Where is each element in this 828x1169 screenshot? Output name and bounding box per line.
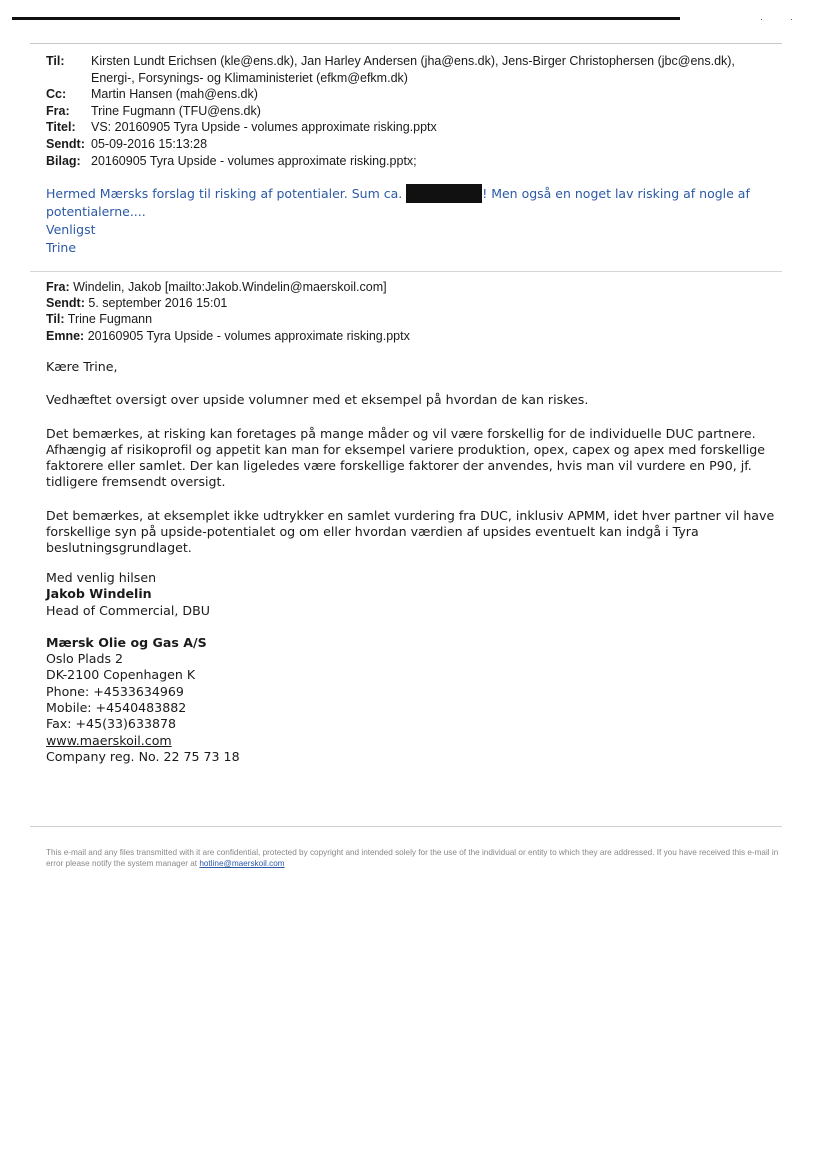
from-value: Trine Fugmann (TFU@ens.dk)	[91, 103, 261, 118]
original-sent-row: Sendt: 5. september 2016 15:01	[46, 296, 228, 311]
attachment-value: 20160905 Tyra Upside - volumes approximate risking.pptx;	[91, 153, 417, 168]
title-value: VS: 20160905 Tyra Upside - volumes approximate risking.pptx	[91, 120, 437, 135]
address-line-2: DK-2100 Copenhagen K	[46, 667, 196, 683]
to-value: Kirsten Lundt Erichsen (kle@ens.dk), Jan Harley Andersen (jha@ens.dk), Jens-Birger Christophersen (jbc@ens.dk), Energi-, Forsynings- og Klimaministeriet (efkm@efkm.dk)	[91, 54, 735, 85]
greeting: Kære Trine,	[46, 359, 118, 374]
original-from-row: Fra: Windelin, Jakob [mailto:Jakob.Windelin@maerskoil.com]	[46, 280, 387, 294]
sender-name: Jakob Windelin	[46, 586, 152, 602]
to-label: Til:	[46, 54, 65, 68]
paragraph-2: Det bemærkes, at risking kan foretages på mange måder og vil være forskellig for de individuelle DUC partnere. Afhængig af risikoprofil og appetit kan man for eksempel variere produktion, opex, capex og apex med forskellige faktorere eller samlet. Der kan ligeledes være forskellige faktorer der anvendes, hvis man vil vurdere en P90, jf. tidligere fremsendt oversigt.	[46, 425, 766, 490]
from-label: Fra:	[46, 103, 70, 118]
cc-row	[46, 86, 735, 103]
header-divider	[30, 43, 782, 44]
paragraph-1: Vedhæftet oversigt over upside volumner med et eksempel på hvordan de kan riskes.	[46, 392, 589, 408]
paragraph-3: Det bemærkes, at eksemplet ikke udtrykker en samlet vurdering fra DUC, inklusiv APMM, idet hver partner vil have forskellige syn på upside-potentialet og om eller hvordan værdien af upsides eventuelt kan indgå i Tyra beslutningsgrundlaget.	[46, 507, 775, 556]
disclaimer-text: This e-mail and any files transmitted with it are confidential, protected by copyright and intended solely for the use of the individual or entity to which they are addressed. If you have received this e-mail in error please notify the system manager at	[46, 848, 779, 868]
original-to-row: Til: Trine Fugmann	[46, 312, 153, 327]
company-reg: Company reg. No. 22 75 73 18	[46, 748, 240, 764]
scan-mark: ·	[760, 14, 763, 24]
company-name: Mærsk Olie og Gas A/S	[46, 634, 207, 650]
email-header	[46, 53, 735, 169]
website-link[interactable]: www.maerskoil.com	[46, 732, 172, 748]
title-label: Titel:	[46, 120, 76, 135]
fax: Fax: +45(33)633878	[46, 716, 177, 732]
original-subject-row: Emne: 20160905 Tyra Upside - volumes approximate risking.pptx	[46, 328, 410, 343]
sent-value: 05-09-2016 15:13:28	[91, 136, 208, 151]
forward-note-line2: potentialerne....	[46, 204, 146, 219]
forward-note-text-after: ! Men også en noget lav risking af nogle af	[482, 186, 750, 201]
from-row	[46, 103, 735, 120]
message-body	[46, 359, 781, 557]
original-message-header	[46, 279, 410, 344]
disclaimer-divider	[30, 826, 782, 827]
sent-row	[46, 136, 735, 153]
forward-note-signature: Trine	[46, 239, 77, 255]
confidentiality-disclaimer	[46, 847, 786, 869]
forward-note-closing: Venligst	[46, 221, 96, 237]
attachment-label: Bilag:	[46, 153, 81, 168]
scan-mark: ·	[790, 14, 793, 24]
top-scan-bar	[12, 17, 680, 20]
address-line-1: Oslo Plads 2	[46, 651, 124, 667]
cc-value: Martin Hansen (mah@ens.dk)	[91, 87, 258, 102]
forward-divider	[30, 271, 782, 272]
mobile: Mobile: +4540483882	[46, 700, 187, 716]
cc-label: Cc:	[46, 87, 67, 102]
forward-note	[46, 184, 766, 256]
redaction-block	[406, 184, 482, 203]
title-row	[46, 119, 735, 136]
forward-note-text-before: Hermed Mærsks forslag til risking af potentialer. Sum ca.	[46, 186, 403, 201]
to-row	[46, 53, 735, 86]
sent-label: Sendt:	[46, 136, 85, 151]
attachment-row	[46, 153, 735, 170]
closing: Med venlig hilsen	[46, 570, 157, 585]
signature-block	[46, 570, 240, 765]
sender-title: Head of Commercial, DBU	[46, 602, 210, 618]
hotline-email-link[interactable]: hotline@maerskoil.com	[199, 859, 285, 868]
phone: Phone: +4533634969	[46, 683, 184, 699]
